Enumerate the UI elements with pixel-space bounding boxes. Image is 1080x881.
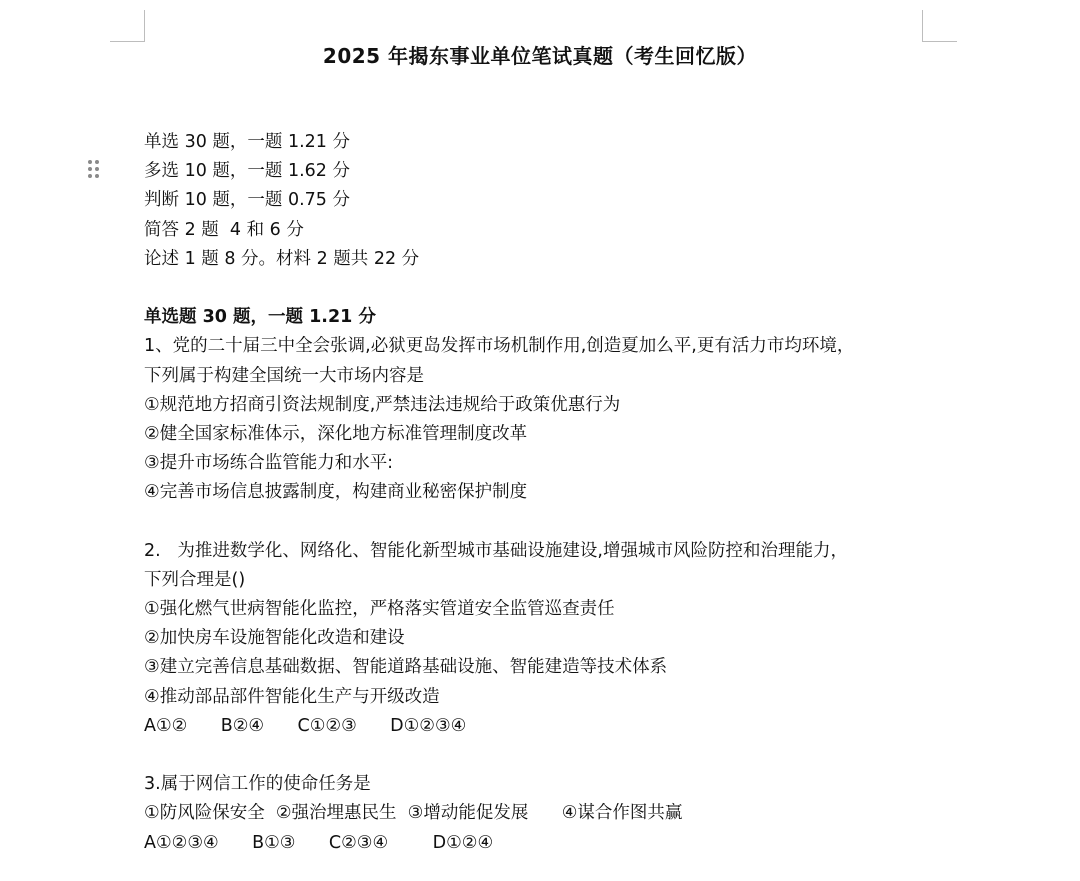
document-body <box>144 128 944 858</box>
question-2-option: ①强化燃气世病智能化监控，严格落实管道安全监管巡查责任 <box>144 599 615 619</box>
page-corner-mark-top-right <box>922 10 957 42</box>
question-2-option: ②加快房车设施智能化改造和建设 <box>144 628 405 649</box>
question-1-option: ②健全国家标准体示，深化地方标准管理制度改革 <box>144 423 528 444</box>
question-1-option: ④完善市场信息披露制度，构建商业秘密保护制度 <box>144 482 528 503</box>
question-1-option: ①规范地方招商引资法规制度,严禁违法违规给于政策优惠行为 <box>144 394 621 415</box>
page-corner-mark-top-left <box>110 10 145 42</box>
question-3-items: ①防风险保安全 ②强治埋惠民生 ③增动能促发展 ④谋合作图共赢 <box>144 803 683 824</box>
question-3-choices: A①②③④ B①③ C②③④ D①②④ <box>144 832 494 853</box>
question-2-choices: A①② B②④ C①②③ D①②③④ <box>144 715 467 736</box>
section-heading: 单选题 30 题，一题 1.21 分 <box>144 307 376 328</box>
summary-line: 论述 1 题 8 分。材料 2 题共 22 分 <box>144 248 420 269</box>
summary-line: 多选 10 题，一题 1.62 分 <box>144 161 350 182</box>
drag-handle-icon[interactable] <box>86 160 102 184</box>
summary-line: 判断 10 题，一题 0.75 分 <box>144 190 350 211</box>
document-title: 2025 年揭东事业单位笔试真题（考生回忆版） <box>322 44 758 68</box>
summary-line: 单选 30 题，一题 1.21 分 <box>144 132 350 152</box>
question-1-stem: 1、党的二十届三中全会张调,必狱更岛发挥市场机制作用,创造夏加么平,更有活力市均环境， <box>144 336 855 357</box>
question-2-stem: 下列合理是() <box>144 569 246 590</box>
question-1-stem: 下列属于构建全国统一大市场内容是 <box>144 365 424 386</box>
question-2-option: ③建立完善信息基础数据、智能道路基础设施、智能建造等技术体系 <box>144 657 668 678</box>
question-3-stem: 3.属于网信工作的使命任务是 <box>144 774 371 795</box>
question-2-stem: 2. 为推进数学化、网络化、智能化新型城市基础设施建设,增强城市风险防控和治理能力， <box>144 540 848 561</box>
question-1-option: ③提升市场练合监管能力和水平: <box>144 453 394 474</box>
question-2-option: ④推动部品部件智能化生产与开级改造 <box>144 686 440 707</box>
summary-line: 简答 2 题 4 和 6 分 <box>144 219 304 240</box>
